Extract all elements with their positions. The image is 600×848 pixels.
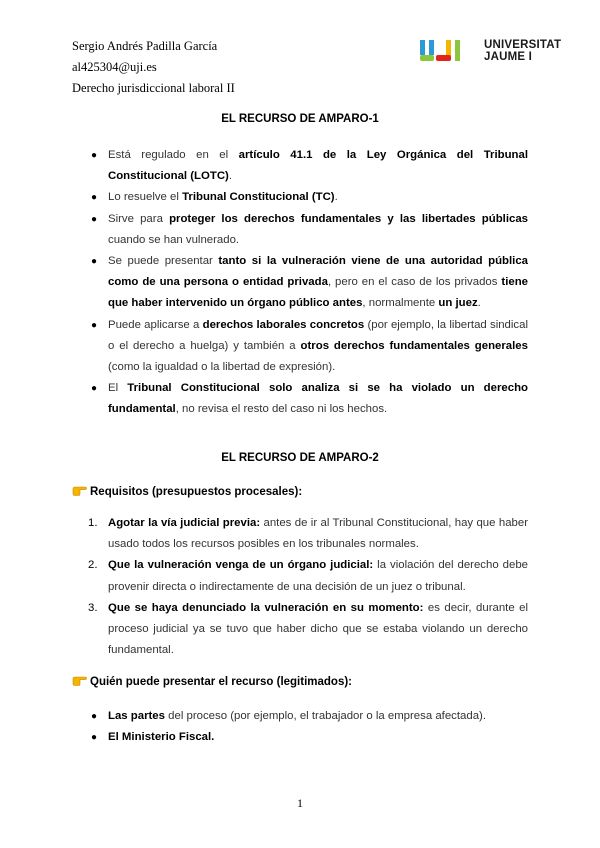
bullet-icon: ●	[91, 732, 98, 744]
text: .	[334, 191, 338, 204]
logo-text-line2: JAUME I	[484, 51, 533, 63]
text: cuando se han vulnerado.	[108, 233, 240, 246]
text: El	[108, 382, 128, 395]
bold-text: artículo 41.1 de la Ley Orgánica del Tribunal Constitucional (LOTC)	[108, 149, 528, 183]
section1-bullet-list	[88, 145, 528, 421]
list-number: 3.	[88, 601, 98, 614]
course-name: Derecho jurisdiccional laboral II	[72, 81, 235, 95]
text: del proceso (por ejemplo, el trabajador o la empresa afectada).	[164, 710, 486, 722]
list-number: 2.	[88, 559, 98, 572]
bullet-icon: ●	[91, 319, 98, 331]
text: .	[228, 170, 233, 183]
list-item	[88, 187, 528, 208]
bold-text: tiene que haber intervenido un órgano público antes	[108, 276, 528, 310]
text: antes de ir al Tribunal Constitucional, hay que haber usado todos los recursos posibles en los tribunales normales.	[108, 517, 528, 551]
text: .	[477, 297, 481, 310]
legitimados-heading-text: Quién puede presentar el recurso (legitimados):	[90, 676, 353, 688]
uji-logo-mark	[420, 38, 478, 64]
text: , pero en el caso de los privados	[327, 276, 502, 289]
bullet-icon: ●	[91, 192, 98, 204]
list-item	[88, 315, 528, 379]
pointing-hand-icon	[72, 485, 87, 496]
text: es decir, durante el proceso judicial ya se tuvo que haber dicho que se estaba violando un derecho fundamental.	[108, 601, 528, 657]
section2-title: EL RECURSO DE AMPARO-2	[221, 452, 379, 464]
legitimados-heading	[72, 675, 352, 688]
bold-text: Que la vulneración venga de un órgano judicial:	[108, 559, 374, 572]
author-name: Sergio Andrés Padilla García	[72, 39, 218, 53]
bullet-icon: ●	[91, 256, 98, 268]
bold-text: Tribunal Constitucional (TC)	[182, 191, 335, 204]
bullet-icon: ●	[91, 383, 98, 395]
list-item	[88, 555, 528, 597]
list-item	[88, 145, 528, 187]
bold-text: proteger los derechos fundamentales y las libertades públicas	[169, 212, 528, 225]
list-item	[88, 513, 528, 555]
pointing-hand-icon	[72, 675, 87, 686]
bullet-icon: ●	[91, 150, 98, 161]
text: (por ejemplo, la libertad sindical o el derecho a huelga) y también a	[108, 318, 528, 352]
list-item	[88, 727, 528, 748]
bold-text: Tribunal Constitucional solo analiza si se ha violado un derecho fundamental	[108, 382, 528, 416]
bold-text: un juez	[438, 297, 478, 310]
bold-text: Que se haya denunciado la vulneración en su momento:	[108, 601, 424, 614]
text: Sirve para	[108, 212, 170, 225]
university-logo	[420, 36, 565, 66]
bullet-icon: ●	[91, 711, 98, 722]
list-item	[88, 378, 528, 420]
text: (como la igualdad o la libertad de expresión).	[108, 361, 336, 374]
bold-text: Agotar la vía judicial previa:	[108, 517, 261, 529]
list-item	[88, 209, 528, 251]
text: , no revisa el resto del caso ni los hechos.	[175, 403, 388, 416]
bold-text: Las partes	[108, 710, 165, 722]
author-email: al425304@uji.es	[72, 60, 157, 74]
bullet-icon: ●	[91, 213, 98, 225]
bold-text: derechos laborales concretos	[202, 318, 365, 331]
requirements-heading	[72, 485, 302, 498]
list-number: 1.	[88, 517, 98, 529]
text: Puede aplicarse a	[108, 318, 203, 331]
document-header	[72, 36, 235, 99]
logo-text-line1: UNIVERSITAT	[484, 39, 562, 51]
list-item	[88, 706, 528, 727]
list-item	[88, 251, 528, 315]
section1-title: EL RECURSO DE AMPARO-1	[221, 113, 379, 125]
list-item	[88, 598, 528, 662]
text: la violación del derecho debe provenir directa o indirectamente de una decisión de un juez o tribunal.	[108, 559, 528, 593]
text: Se puede presentar	[108, 255, 219, 268]
requirements-list	[88, 513, 528, 661]
text: , normalmente	[362, 297, 439, 310]
page-number: 1	[297, 796, 303, 810]
bold-text: El Ministerio Fiscal.	[108, 731, 215, 744]
bold-text: tanto si la vulneración viene de una autoridad pública como de una persona o entidad privada	[108, 255, 528, 289]
bold-text: otros derechos fundamentales generales	[300, 339, 528, 352]
text: Lo resuelve el	[108, 191, 183, 204]
legitimados-list	[88, 706, 528, 748]
text: Está regulado en el	[108, 149, 239, 161]
requirements-heading-text: Requisitos (presupuestos procesales):	[90, 486, 303, 498]
